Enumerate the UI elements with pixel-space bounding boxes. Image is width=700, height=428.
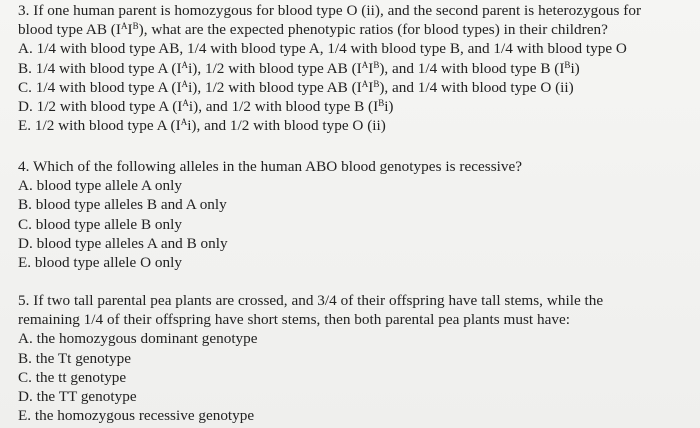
question-5-option-b: B. the Tt genotype xyxy=(18,349,131,367)
option-text-part: i), 1/2 with blood type AB (I xyxy=(188,59,362,77)
question-5-option-c: C. the tt genotype xyxy=(18,368,127,386)
question-3-option-e xyxy=(18,116,700,135)
question-3-stem-line-2 xyxy=(18,20,700,39)
option-text-part: ), and 1/4 with blood type B (I xyxy=(379,59,565,77)
option-text-part: C. 1/4 with blood type A (I xyxy=(18,78,182,96)
allele-superscript-a: A xyxy=(181,59,189,70)
option-text-part: i), and 1/2 with blood type B (I xyxy=(188,97,379,115)
question-3-option-c xyxy=(18,78,700,97)
question-5-option-d: D. the TT genotype xyxy=(18,387,137,405)
option-text-part: i) xyxy=(384,97,394,115)
question-3-option-b xyxy=(18,59,700,78)
question-3-option-a xyxy=(18,39,700,58)
question-3-stem-text-2c: I xyxy=(127,21,133,39)
question-4 xyxy=(18,157,700,272)
allele-superscript-b: B xyxy=(564,59,571,70)
question-3 xyxy=(18,1,700,135)
allele-superscript-b: B xyxy=(373,78,380,89)
question-5-stem-line-1: 5. If two tall parental pea plants are crossed, and 3/4 of their offspring have tall stems, while the xyxy=(18,292,604,309)
option-text-part: D. 1/2 with blood type A (I xyxy=(18,97,183,115)
question-3-option-a-text: A. 1/4 with blood type AB, 1/4 with blood type A, 1/4 with blood type B, and 1/4 with blood type O xyxy=(18,40,627,58)
option-text-part: B. 1/4 with blood type A (I xyxy=(18,59,182,77)
question-4-stem: 4. Which of the following alleles in the human ABO blood genotypes is recessive? xyxy=(18,158,523,175)
allele-superscript-a: A xyxy=(361,78,369,89)
option-text-part: ), and 1/4 with blood type O (ii) xyxy=(379,78,574,96)
option-text-part: i), and 1/2 with blood type O (ii) xyxy=(187,117,386,135)
question-5-stem-line-2: remaining 1/4 of their offspring have short stems, then both parental pea plants must have: xyxy=(18,311,571,329)
allele-superscript-b: B xyxy=(373,59,380,70)
option-text-part: E. 1/2 with blood type A (I xyxy=(18,117,181,135)
allele-superscript-a: A xyxy=(361,59,369,70)
option-text-part: i) xyxy=(570,59,580,77)
option-text-part: I xyxy=(368,78,374,96)
question-5-option-a: A. the homozygous dominant genotype xyxy=(18,330,258,348)
question-3-stem-line-1 xyxy=(18,1,700,20)
allele-superscript-a: A xyxy=(180,117,188,128)
question-4-option-a: A. blood type allele A only xyxy=(18,177,182,195)
allele-superscript-b: B xyxy=(132,21,139,32)
question-4-option-e: E. blood type allele O only xyxy=(18,253,182,271)
allele-superscript-a: A xyxy=(121,21,128,32)
allele-superscript-a: A xyxy=(182,97,189,108)
question-3-option-d xyxy=(18,97,700,116)
option-text-part: i), 1/2 with blood type AB (I xyxy=(188,78,362,96)
allele-superscript-b: B xyxy=(378,97,385,108)
question-5 xyxy=(18,291,700,425)
question-4-option-d: D. blood type alleles A and B only xyxy=(18,234,228,252)
question-5-option-e: E. the homozygous recessive genotype xyxy=(18,407,255,425)
option-text-part: I xyxy=(368,59,374,77)
question-4-option-b: B. blood type alleles B and A only xyxy=(18,196,227,214)
allele-superscript-a: A xyxy=(181,78,189,89)
question-3-stem-text-2e: ), what are the expected phenotypic ratios (for blood types) in their children? xyxy=(138,21,608,39)
question-3-stem-text-1: 3. If one human parent is homozygous for blood type O (ii), and the second parent is heterozygous for xyxy=(18,2,642,19)
question-3-stem-text-2a: blood type AB (I xyxy=(18,21,121,39)
question-4-option-c: C. blood type allele B only xyxy=(18,215,182,233)
